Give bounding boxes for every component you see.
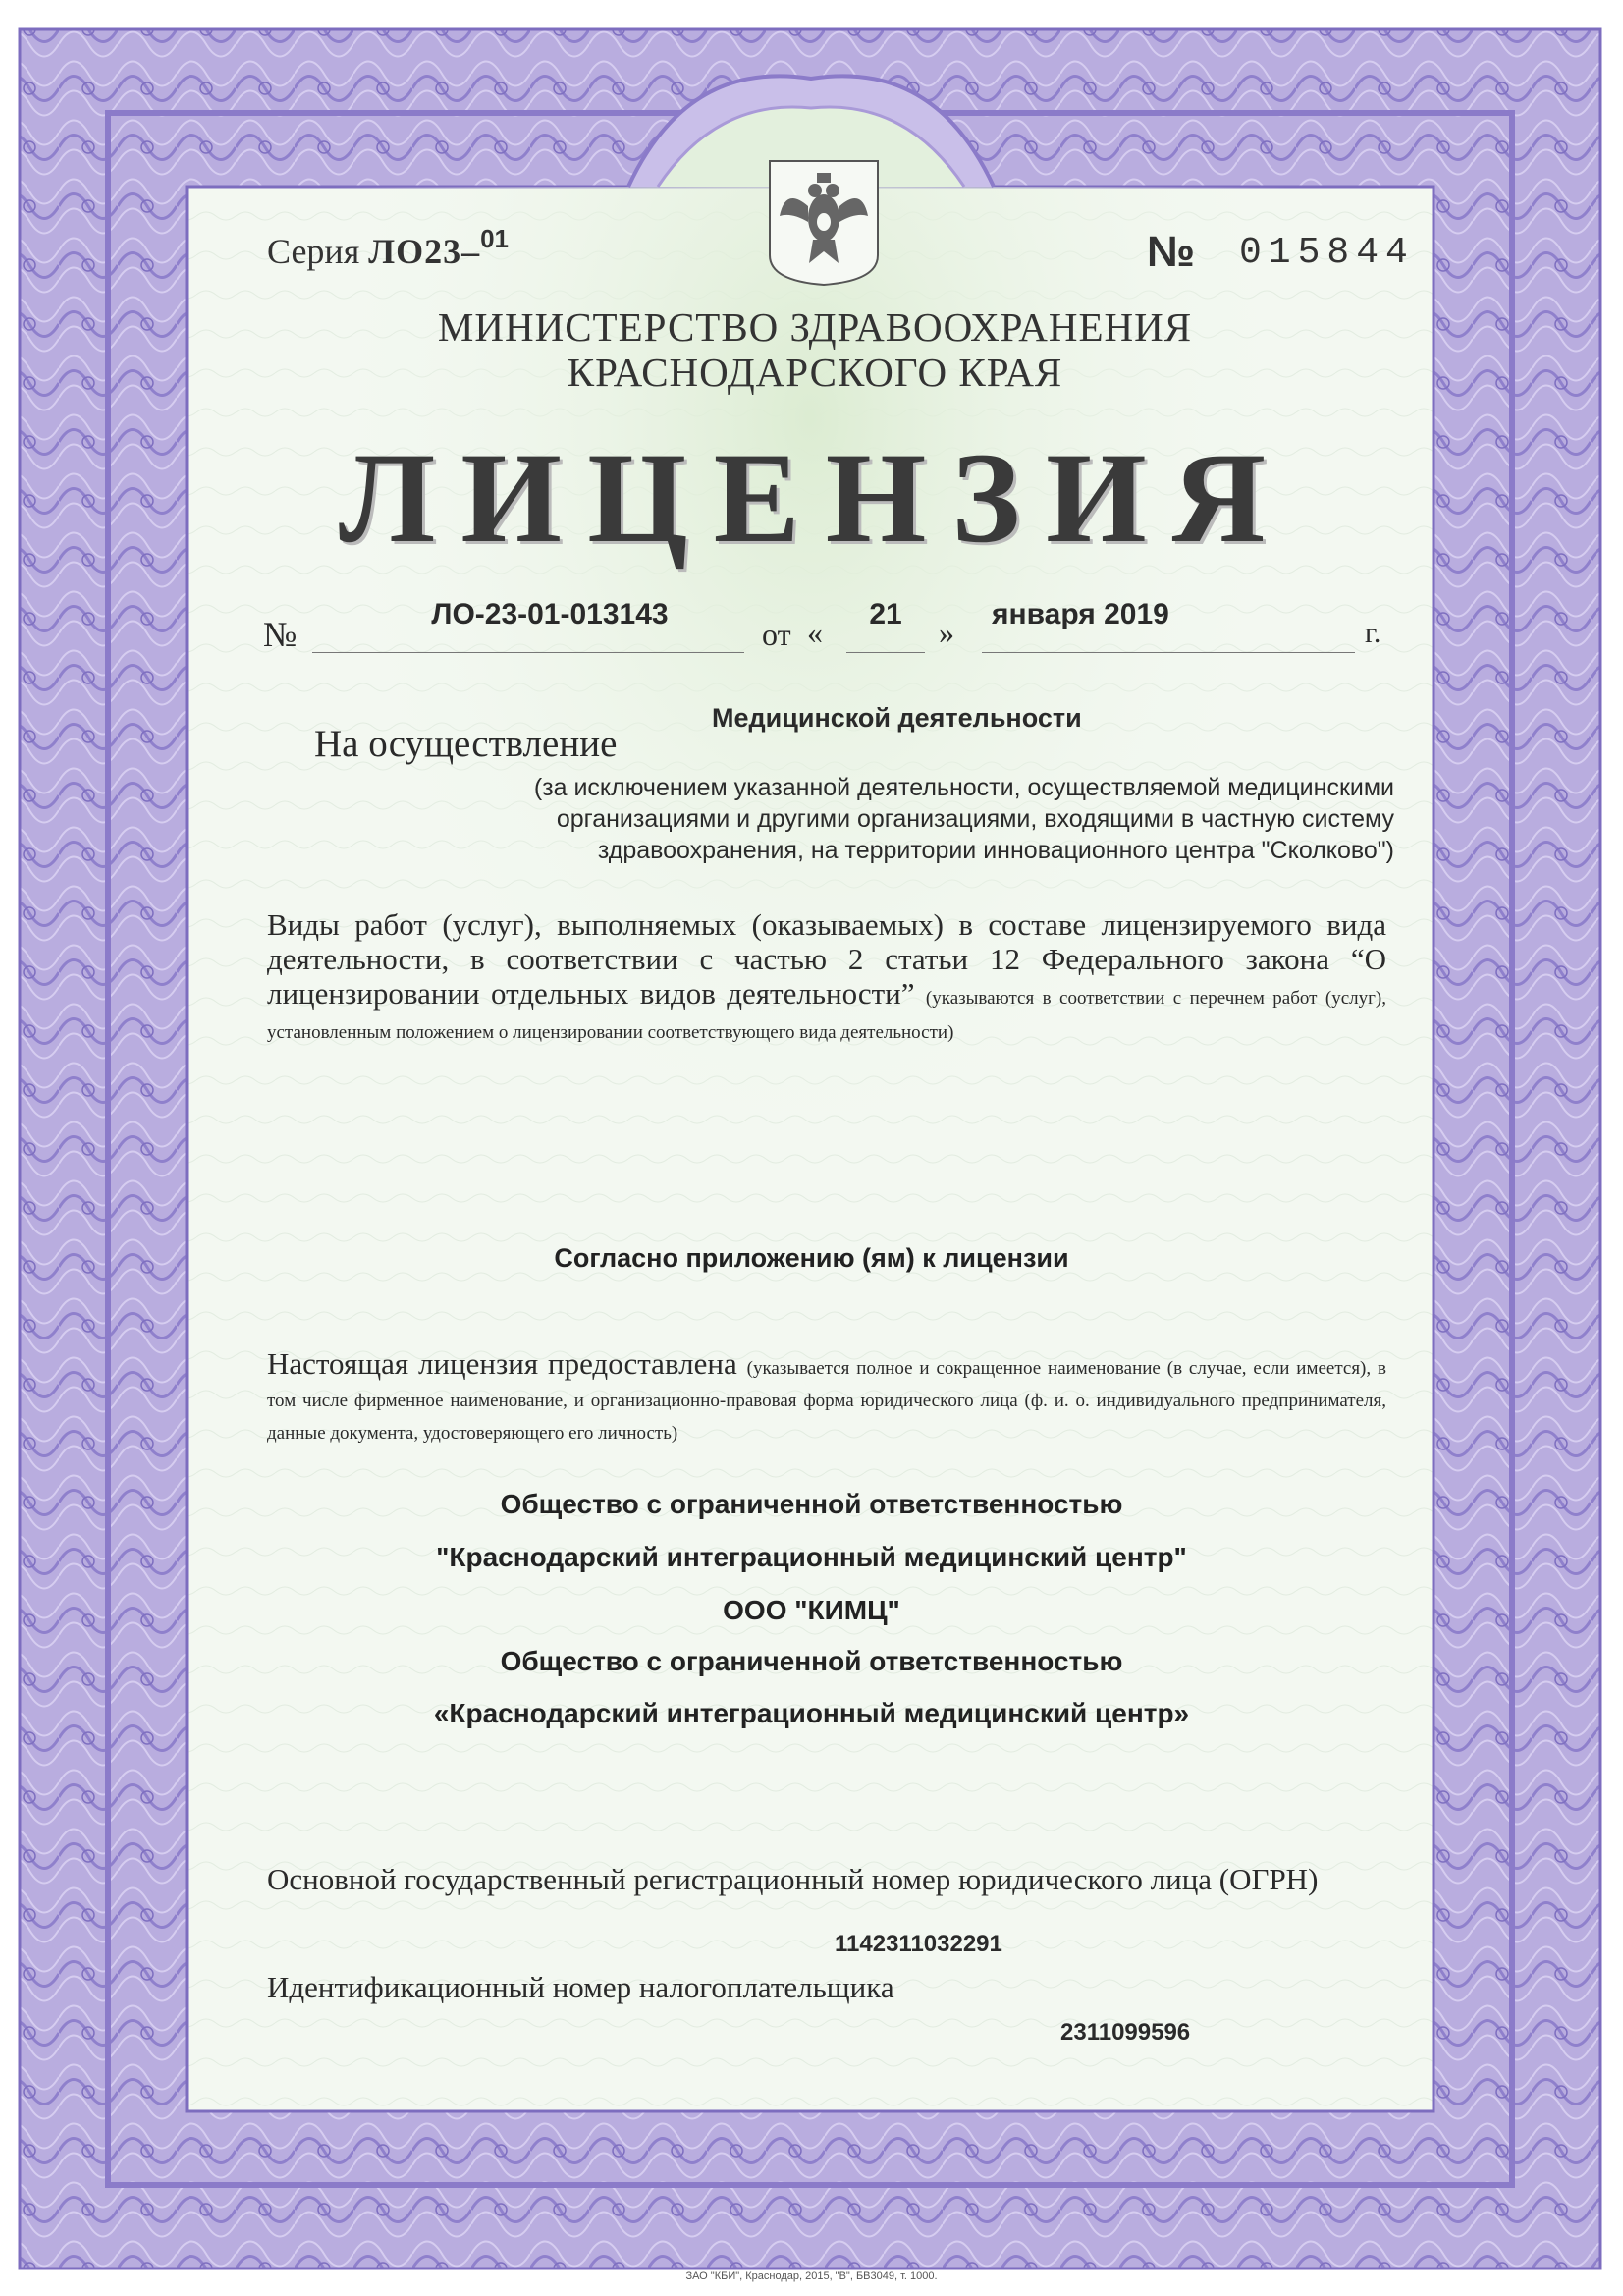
blank-serial-number: 015844	[1239, 232, 1415, 274]
licensee-text: Настоящая лицензия предоставлена	[267, 1346, 737, 1381]
licensee-paragraph	[267, 1347, 1386, 1445]
inn-value: 2311099596	[1060, 2019, 1191, 2046]
licensee-note: (указывается полное и сокращенное наименование (в случае, если имеется), в том числе фирменное наименование, и организационно-правовая форма юридического лица (ф. и. о. индивидуального предпринимателя, данные документа, удостоверяющего его личность)	[267, 1358, 1386, 1444]
exception-line-3: здравоохранения, на территории инновационного центра "Сколково")	[597, 837, 1394, 864]
org-short-name: ООО "КИМЦ"	[723, 1595, 900, 1625]
ogrn-value: 1142311032291	[835, 1931, 1002, 1957]
ogrn-label: Основной государственный регистрационный номер юридического лица (ОГРН)	[267, 1862, 1319, 1896]
day-underline	[846, 652, 925, 653]
org-trade-name-2: «Краснодарский интеграционный медицинский центр»	[433, 1698, 1190, 1728]
ministry-line-2: КРАСНОДАРСКОГО КРАЯ	[567, 350, 1063, 395]
exception-line-2: организациями и другими организациями, входящими в частную систему	[556, 805, 1394, 833]
blank-number-sign: №	[1147, 228, 1196, 276]
org-full-name-1: Общество с ограниченной ответственностью	[500, 1489, 1123, 1519]
exception-line-1: (за исключением указанной деятельности, осуществляемой медицинскими	[533, 774, 1394, 801]
works-text: Виды работ (услуг), выполняемых (оказываемых) в составе лицензируемого вида деятельности, в соответствии с частью 2 статьи 12 Федерального закона “О лицензировании отдельных видов деятельности”	[267, 907, 1386, 1011]
org-full-name-2: "Краснодарский интеграционный медицинский центр"	[436, 1542, 1187, 1572]
series-code: ЛО23–	[368, 232, 481, 271]
inn-label: Идентификационный номер налогоплательщика	[267, 1970, 894, 2004]
works-value: Согласно приложению (ям) к лицензии	[554, 1243, 1069, 1273]
quote-open: «	[807, 615, 823, 650]
works-note: (указываются в соответствии с перечнем работ (услуг), установленным положением о лицензировании соответствующего вида деятельности)	[267, 988, 1386, 1043]
ministry-line-1: МИНИСТЕРСТВО ЗДРАВООХРАНЕНИЯ	[437, 304, 1193, 350]
license-month-year: января 2019	[992, 598, 1169, 630]
works-paragraph	[267, 907, 1386, 1045]
russian-coat-of-arms-icon	[766, 157, 882, 287]
quote-close: »	[939, 615, 954, 650]
year-suffix: г.	[1365, 617, 1381, 649]
from-label: от	[762, 617, 791, 652]
series-label: Серия	[267, 232, 360, 271]
number-underline	[312, 652, 744, 653]
activity-exception	[452, 772, 1394, 866]
activity-name: Медицинской деятельности	[712, 703, 1082, 733]
org-trade-name-1: Общество с ограниченной ответственностью	[500, 1646, 1123, 1676]
issuing-authority	[295, 304, 1335, 395]
month-underline	[982, 652, 1355, 653]
activity-label: На осуществление	[314, 723, 618, 765]
printer-imprint: ЗАО "КБИ", Краснодар, 2015, "В", БВ3049, т. 1000.	[685, 2270, 938, 2282]
license-number: ЛО-23-01-013143	[431, 598, 669, 630]
series-sup: 01	[480, 224, 510, 253]
license-day: 21	[869, 598, 902, 630]
series	[267, 224, 510, 272]
document-title: ЛИЦЕНЗИЯ	[338, 425, 1292, 570]
license-number-label: №	[263, 615, 298, 654]
